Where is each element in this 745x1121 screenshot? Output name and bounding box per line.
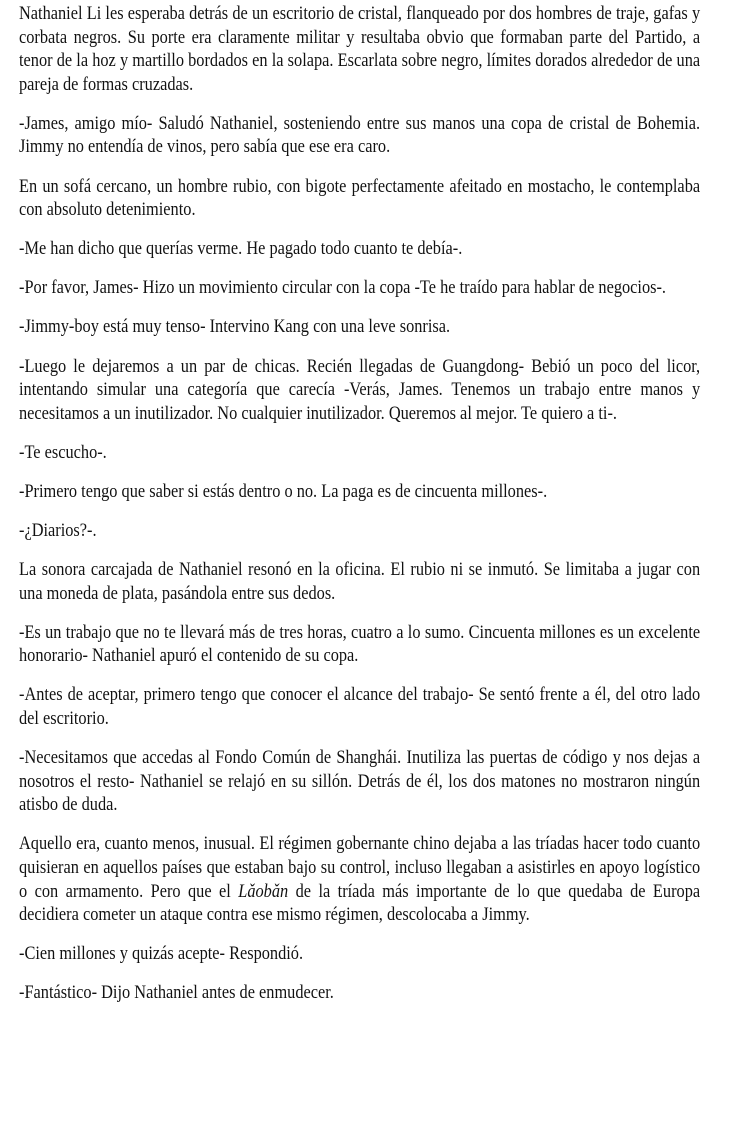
paragraph: -Primero tengo que saber si estás dentro o no. La paga es de cincuenta millones-. (19, 480, 548, 502)
paragraph-laoban (19, 832, 700, 926)
paragraph: -James, amigo mío- Saludó Nathaniel, sosteniendo entre sus manos una copa de cristal de Bohemia. Jimmy no entendía de vinos, pero sabía que ese era caro. (19, 112, 701, 158)
paragraph: -Por favor, James- Hizo un movimiento circular con la copa -Te he traído para hablar de negocios-. (19, 277, 667, 299)
paragraph: -Cien millones y quizás acepte- Respondió. (19, 943, 304, 965)
paragraph: -Es un trabajo que no te llevará más de tres horas, cuatro a lo sumo. Cincuenta millones es un excelente honorario- Nathaniel apuró el contenido de su copa. (19, 621, 701, 667)
paragraph: -¿Diarios?-. (19, 520, 97, 541)
paragraph: -Te escucho-. (19, 441, 107, 463)
paragraph: -Luego le dejaremos a un par de chicas. Recién llegadas de Guangdong- Bebió un poco del licor, intentando simular una categoría que carecía -Verás, James. Tenemos un trabajo entre manos y necesitamos a un inutilizador. No cualquier inutilizador. Queremos al mejor. Te quiero a ti-. (19, 355, 701, 424)
paragraph: -Jimmy-boy está muy tenso- Intervino Kang con una leve sonrisa. (19, 316, 451, 338)
italic-term: Lǎobǎn (238, 880, 289, 902)
paragraph: -Antes de aceptar, primero tengo que conocer el alcance del trabajo- Se sentó frente a él, del otro lado del escritorio. (19, 684, 701, 730)
paragraph: -Fantástico- Dijo Nathaniel antes de enmudecer. (19, 982, 334, 1004)
text: Aquello era, cuanto menos, inusual. El régimen gobernante chino dejaba a las tríadas hacer todo cuanto quisieran en aquellos países que estaban bajo su control, incluso llegaban a asistirles en apoyo logístico o con armamento. Pero que el (19, 833, 701, 902)
document-page (19, 2, 700, 1021)
paragraph: En un sofá cercano, un hombre rubio, con bigote perfectamente afeitado en mostacho, le contemplaba con absoluto detenimiento. (19, 175, 701, 221)
paragraph: Nathaniel Li les esperaba detrás de un escritorio de cristal, flanqueado por dos hombres de traje, gafas y corbata negros. Su porte era claramente militar y resultaba obvio que formaban parte del Partido, a tenor de la hoz y martillo bordados en la solapa. Escarlata sobre negro, límites dorados alrededor de una pareja de formas cruzadas. (19, 3, 701, 95)
paragraph: La sonora carcajada de Nathaniel resonó en la oficina. El rubio ni se inmutó. Se limitaba a jugar con una moneda de plata, pasándola entre sus dedos. (19, 559, 701, 604)
text: de la tríada más importante de lo que quedaba de Europa decidiera cometer un ataque contra ese mismo régimen, descolocaba a Jimmy. (19, 880, 701, 926)
paragraph: -Necesitamos que accedas al Fondo Común de Shanghái. Inutiliza las puertas de código y nos dejas a nosotros el resto- Nathaniel se relajó en su sillón. Detrás de él, los dos matones no mostraron ningún atisbo de duda. (19, 747, 701, 816)
paragraph: -Me han dicho que querías verme. He pagado todo cuanto te debía-. (19, 238, 463, 260)
